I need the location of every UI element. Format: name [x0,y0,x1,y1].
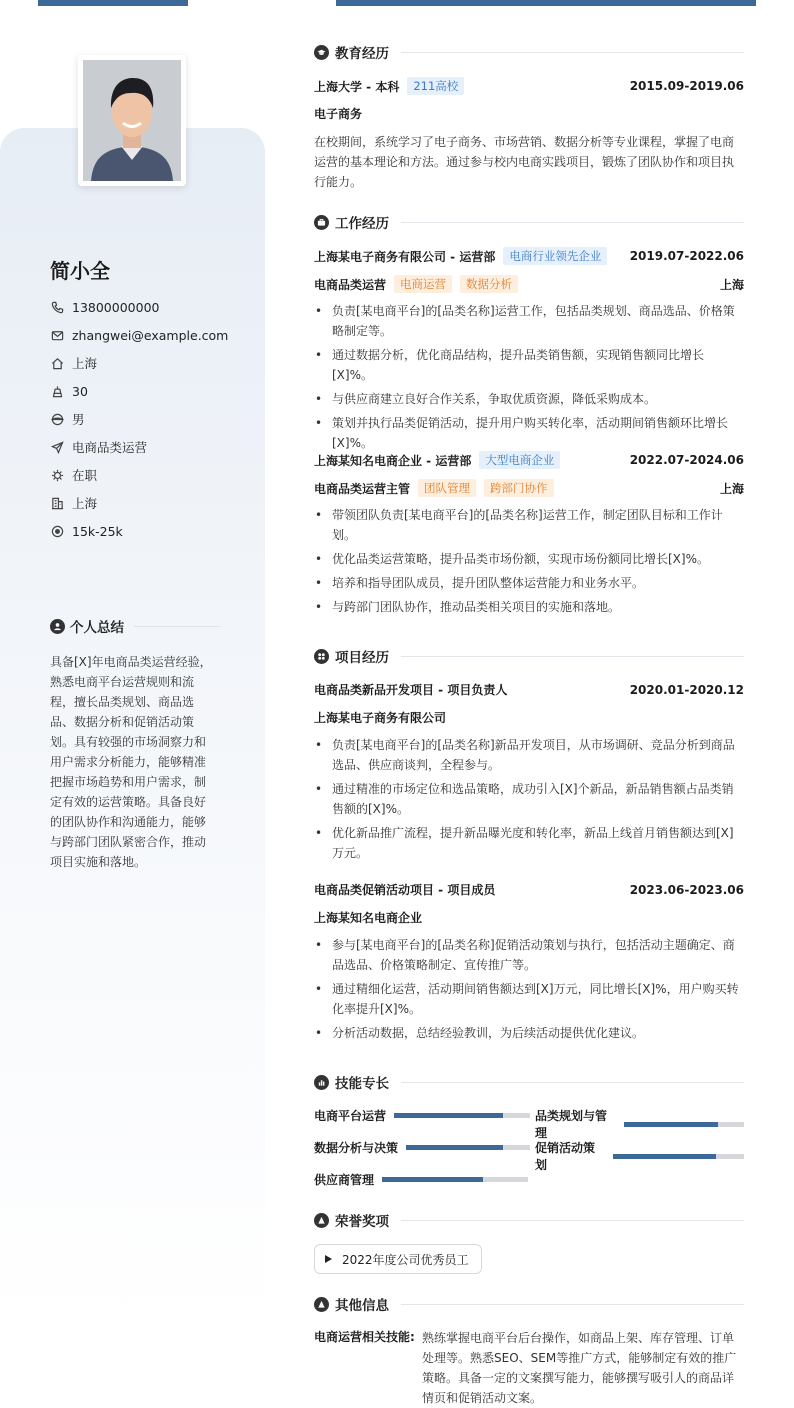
list-item: • 优化品类运营策略，提升品类市场份额，实现市场份额同比增长[X]%。 [314,549,744,569]
project-date: 2020.01-2020.12 [629,682,744,697]
skill-item [314,1107,530,1124]
job-header-row [314,247,744,265]
skill-bar [624,1122,744,1127]
info-salary-text: 15k-25k [72,523,123,539]
list-item: • 策划并执行品类促销活动，提升用户购买转化率，活动期间销售额环比增长[X]%。 [314,413,744,453]
job-role: 电商品类运营 [314,277,387,292]
project-company: 上海某知名电商企业 [314,911,423,925]
phone-icon [50,300,64,314]
summary-section-title [50,616,220,636]
info-age [50,377,228,405]
education-date: 2015.09-2019.06 [629,79,744,93]
job-company: 上海某知名电商企业 - 运营部 [314,453,472,468]
info-gender [50,405,228,433]
project-company-row [314,909,744,926]
education-section-title [314,42,744,62]
home-icon [50,356,64,370]
skill-bar-fill [613,1154,717,1159]
briefcase-icon [314,215,329,230]
project-bullet-list [314,735,744,867]
list-item: • 通过数据分析，优化商品结构，提升品类销售额，实现销售额同比增长[X]%。 [314,345,744,385]
skill-name: 数据分析与决策 [314,1141,399,1155]
projects-section-title [314,646,744,666]
info-work-city-text: 上海 [72,496,98,511]
project-name: 电商品类促销活动项目 - 项目成员 [314,883,496,897]
user-icon [50,619,65,634]
summary-title: 个人总结 [70,620,124,636]
project-header-row [314,681,744,698]
age-icon [50,384,64,398]
job-skill-tag: 数据分析 [460,275,518,293]
skill-name: 供应商管理 [314,1173,375,1187]
list-item: • 分析活动数据，总结经验教训，为后续活动提供优化建议。 [314,1023,744,1043]
other-title: 其他信息 [335,1298,389,1314]
project-bullet-list [314,935,744,1047]
skill-bar-fill [406,1145,503,1150]
project-company: 上海某电子商务有限公司 [314,711,447,725]
list-item: • 培养和指导团队成员，提升团队整体运营能力和业务水平。 [314,573,744,593]
skill-bar [394,1113,530,1118]
info-email [50,321,228,349]
list-item: • 优化新品推广流程，提升新品曝光度和转化率，新品上线首月销售额达到[X]万元。 [314,823,744,863]
school-name: 上海大学 - 本科 [314,79,400,94]
info-age-text: 30 [72,383,88,399]
other-label: 电商运营相关技能: [314,1330,415,1344]
job-company: 上海某电子商务有限公司 - 运营部 [314,249,496,264]
work-title: 工作经历 [335,216,389,232]
awards-section-title [314,1210,744,1230]
skill-bar [406,1145,530,1150]
play-icon [325,1255,332,1263]
job-role-row [314,275,744,293]
list-item: • 与跨部门团队协作，推动品类相关项目的实施和落地。 [314,597,744,617]
job-skill-tag: 电商运营 [394,275,452,293]
top-accent-bar-left [38,0,188,6]
divider [401,1082,744,1083]
profile-photo-frame [78,55,186,186]
job-city: 上海 [719,481,744,496]
awards-title: 荣誉奖项 [335,1214,389,1230]
status-icon [50,468,64,482]
info-position [50,433,228,461]
education-description: 在校期间，系统学习了电子商务、市场营销、数据分析等专业课程，掌握了电商运营的基本理论和方法。通过参与校内电商实践项目，锻炼了团队协作和项目执行能力。 [314,135,735,189]
skill-bar [613,1154,744,1159]
divider [401,222,744,223]
info-icon [314,1297,329,1312]
info-phone-text: 13800000000 [72,299,160,315]
list-item: • 参与[某电商平台]的[品类名称]促销活动策划与执行，包括活动主题确定、商品选品、价格策略制定、宣传推广等。 [314,935,744,975]
skill-name: 促销活动策划 [535,1141,596,1172]
graduation-cap-icon [314,45,329,60]
skills-title: 技能专长 [335,1076,389,1092]
job-company-tag: 电商行业领先企业 [503,247,607,265]
summary-text: 具备[X]年电商品类运营经验，熟悉电商平台运营规则和流程，擅长品类规划、商品选品、数据分析和促销活动策划。具有较强的市场洞察力和用户需求分析能力，能够精准把握市场趋势和用户需求，制定有效的运营策略。具备良好的团队协作和沟通能力，能够与跨部门团队紧密合作，推动项目实施和落地。 [50,655,212,869]
target-icon [50,524,64,538]
work-section-title [314,212,744,232]
job-company-tag: 大型电商企业 [479,451,560,469]
list-item: • 与供应商建立良好合作关系，争取优质资源，降低采购成本。 [314,389,744,409]
skill-item [535,1107,744,1141]
skill-item [314,1139,530,1156]
divider [401,52,744,53]
major: 电子商务 [314,107,363,121]
award-item [314,1244,482,1274]
school-tag: 211高校 [407,77,464,95]
divider [134,626,220,627]
education-header-row [314,77,744,95]
skill-item [535,1139,744,1173]
divider [401,1304,744,1305]
info-salary [50,517,228,545]
info-status-text: 在职 [72,468,98,483]
building-icon [50,496,64,510]
list-item: • 负责[某电商平台]的[品类名称]运营工作，包括品类规划、商品选品、价格策略制定等。 [314,301,744,341]
bar-chart-icon [314,1075,329,1090]
job-bullet-list [314,505,744,621]
projects-title: 项目经历 [335,650,389,666]
award-icon [314,1213,329,1228]
skill-bar-fill [394,1113,503,1118]
info-status [50,461,228,489]
info-home-text: 上海 [72,356,98,371]
skill-bar-fill [624,1122,718,1127]
list-item: • 负责[某电商平台]的[品类名称]新品开发项目，从市场调研、竞品分析到商品选品、供应商谈判，全程参与。 [314,735,744,775]
project-header-row [314,881,744,898]
skill-bar-fill [382,1177,483,1182]
job-role: 电商品类运营主管 [314,481,411,496]
education-title: 教育经历 [335,46,389,62]
info-position-text: 电商品类运营 [72,440,148,455]
job-date: 2019.07-2022.06 [629,249,744,263]
other-section-title [314,1294,744,1314]
project-date: 2023.06-2023.06 [629,882,744,897]
info-email-text: zhangwei@example.com [72,327,229,343]
gender-icon [50,412,64,426]
skill-name: 电商平台运营 [314,1109,387,1123]
job-date: 2022.07-2024.06 [629,453,744,467]
mail-icon [50,328,64,342]
list-item: • 带领团队负责[某电商平台]的[品类名称]运营工作，制定团队目标和工作计划。 [314,505,744,545]
skills-section-title [314,1072,744,1092]
project-company-row [314,709,744,726]
send-icon [50,440,64,454]
award-text: 2022年度公司优秀员工 [342,1252,469,1267]
job-role-row [314,479,744,497]
info-phone [50,293,228,321]
candidate-name: 简小全 [50,259,110,283]
info-work-city [50,489,228,517]
grid-icon [314,649,329,664]
skill-name: 品类规划与管理 [535,1109,608,1140]
skill-bar [382,1177,528,1182]
list-item: • 通过精细化运营，活动期间销售额达到[X]万元，同比增长[X]%，用户购买转化率提升[X]%。 [314,979,744,1019]
job-city: 上海 [719,277,744,292]
info-home [50,349,228,377]
contact-info-list [50,293,228,545]
job-bullet-list [314,301,744,457]
profile-photo [83,60,181,181]
skill-item [314,1171,528,1188]
job-header-row [314,451,744,469]
info-gender-text: 男 [72,412,85,427]
project-name: 电商品类新品开发项目 - 项目负责人 [314,683,508,697]
other-text: 熟练掌握电商平台后台操作，如商品上架、库存管理、订单处理等。熟悉SEO、SEM等推广方式，能够制定有效的推广策略。具备一定的文案撰写能力，能够撰写吸引人的商品详情页和促销活动文案。 [422,1331,737,1405]
list-item: • 通过精准的市场定位和选品策略，成功引入[X]个新品，新品销售额占品类销售额的[X]%。 [314,779,744,819]
top-accent-bar-right [336,0,756,6]
major-row [314,105,744,122]
job-skill-tag: 团队管理 [418,479,476,497]
divider [401,656,744,657]
divider [401,1220,744,1221]
job-skill-tag: 跨部门协作 [484,479,554,497]
